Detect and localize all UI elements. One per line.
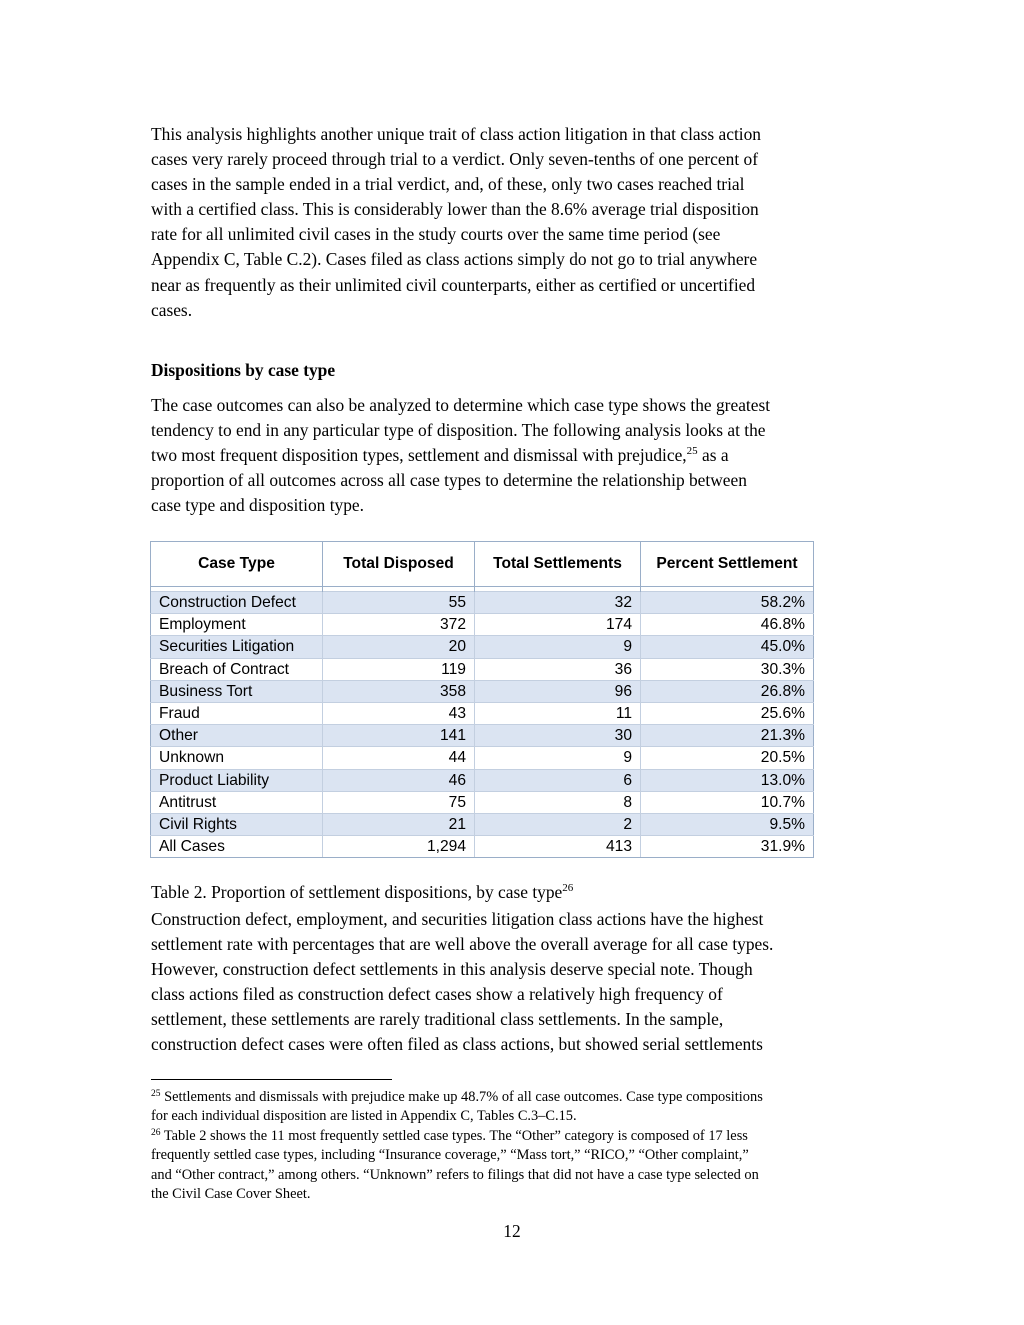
footnote-reference-26[interactable]: 26	[562, 882, 574, 894]
cell-total-disposed: 21	[323, 813, 475, 835]
footnote-text: Settlements and dismissals with prejudice make up 48.7% of all case outcomes. Case type compositions	[160, 1089, 763, 1105]
footnote-26	[151, 1127, 876, 1146]
cell-case-type: Unknown	[151, 747, 323, 769]
cell-case-type: Employment	[151, 614, 323, 636]
cell-case-type: All Cases	[151, 836, 323, 858]
cell-total-disposed: 372	[323, 614, 475, 636]
text-segment: as a	[697, 445, 729, 466]
cell-total-settlements: 413	[475, 836, 641, 858]
paragraph-case-outcomes	[151, 393, 876, 518]
footnotes	[151, 1088, 876, 1204]
cell-total-settlements: 96	[475, 680, 641, 702]
cell-total-disposed: 44	[323, 747, 475, 769]
text-line: rate for all unlimited civil cases in the study courts over the same time period (see	[151, 224, 721, 245]
cell-total-disposed: 358	[323, 680, 475, 702]
text-line: proportion of all outcomes across all case types to determine the relationship between	[151, 470, 747, 491]
text-line: settlement rate with percentages that are well above the overall average for all case types.	[151, 934, 774, 955]
cell-case-type: Construction Defect	[151, 592, 323, 614]
cell-total-disposed: 75	[323, 791, 475, 813]
text-line: cases very rarely proceed through trial to a verdict. Only seven-tenths of one percent of	[151, 149, 758, 170]
cell-case-type: Securities Litigation	[151, 636, 323, 658]
text-line: cases in the sample ended in a trial verdict, and, of these, only two cases reached trial	[151, 174, 745, 195]
table-row	[151, 658, 814, 680]
cell-case-type: Breach of Contract	[151, 658, 323, 680]
cell-percent-settlement: 58.2%	[641, 592, 814, 614]
paragraph-trial-verdicts	[151, 122, 876, 323]
table-body	[151, 587, 814, 858]
cell-case-type: Antitrust	[151, 791, 323, 813]
text-line: tendency to end in any particular type of disposition. The following analysis looks at the	[151, 420, 766, 441]
text-line: Construction defect, employment, and securities litigation class actions have the highest	[151, 909, 764, 929]
text-line: The case outcomes can also be analyzed to determine which case type shows the greatest	[151, 395, 771, 415]
text-line: construction defect cases were often filed as class actions, but showed serial settlements	[151, 1034, 763, 1055]
column-header-percent-settlement: Percent Settlement	[641, 542, 814, 587]
text-line: However, construction defect settlements in this analysis deserve special note. Though	[151, 959, 753, 980]
cell-case-type: Business Tort	[151, 680, 323, 702]
text-line: case type and disposition type.	[151, 495, 364, 516]
table-row	[151, 592, 814, 614]
cell-case-type: Civil Rights	[151, 813, 323, 835]
text-line: Appendix C, Table C.2). Cases filed as class actions simply do not go to trial anywhere	[151, 249, 758, 270]
column-header-total-disposed: Total Disposed	[323, 542, 475, 587]
cell-case-type: Fraud	[151, 702, 323, 724]
table-row	[151, 614, 814, 636]
text-line	[151, 443, 876, 468]
cell-total-settlements: 9	[475, 636, 641, 658]
cell-total-settlements: 2	[475, 813, 641, 835]
cell-total-settlements: 174	[475, 614, 641, 636]
cell-total-settlements: 6	[475, 769, 641, 791]
cell-percent-settlement: 30.3%	[641, 658, 814, 680]
cell-percent-settlement: 46.8%	[641, 614, 814, 636]
cell-percent-settlement: 31.9%	[641, 836, 814, 858]
cell-total-disposed: 1,294	[323, 836, 475, 858]
footnote-text: and “Other contract,” among others. “Unknown” refers to filings that did not have a case type selected on	[151, 1166, 759, 1183]
table-row	[151, 791, 814, 813]
footnote-number: 26	[151, 1127, 161, 1138]
cell-total-disposed: 46	[323, 769, 475, 791]
table-row	[151, 747, 814, 769]
cell-total-settlements: 30	[475, 725, 641, 747]
footnote-25	[151, 1088, 876, 1107]
cell-case-type: Product Liability	[151, 769, 323, 791]
cell-percent-settlement: 45.0%	[641, 636, 814, 658]
text-line: cases.	[151, 299, 193, 320]
table-row	[151, 725, 814, 747]
text-segment: two most frequent disposition types, settlement and dismissal with prejudice,	[151, 445, 687, 466]
settlement-table	[150, 541, 814, 858]
text-line: This analysis highlights another unique trait of class action litigation in that class action	[151, 124, 761, 144]
cell-percent-settlement: 25.6%	[641, 702, 814, 724]
footnote-reference-25[interactable]: 25	[686, 445, 698, 458]
table-row	[151, 636, 814, 658]
footnote-divider	[151, 1079, 392, 1080]
text-line: with a certified class. This is considerably lower than the 8.6% average trial disposition	[151, 199, 759, 220]
cell-total-disposed: 55	[323, 592, 475, 614]
footnote-text: Table 2 shows the 11 most frequently settled case types. The “Other” category is composed of 17 less	[160, 1127, 748, 1144]
cell-total-disposed: 141	[323, 725, 475, 747]
cell-percent-settlement: 20.5%	[641, 747, 814, 769]
table-row	[151, 836, 814, 858]
cell-percent-settlement: 13.0%	[641, 769, 814, 791]
text-line: near as frequently as their unlimited civil counterparts, either as certified or uncertified	[151, 274, 756, 295]
column-header-total-settlements: Total Settlements	[475, 542, 641, 587]
cell-total-disposed: 119	[323, 658, 475, 680]
cell-total-settlements: 11	[475, 702, 641, 724]
text-line: settlement, these settlements are rarely traditional class settlements. In the sample,	[151, 1009, 724, 1030]
footnote-text: for each individual disposition are listed in Appendix C, Tables C.3–C.15.	[151, 1108, 577, 1125]
text-line: class actions filed as construction defect cases show a relatively high frequency of	[151, 984, 723, 1005]
table-row	[151, 813, 814, 835]
page-number: 12	[503, 1221, 521, 1241]
table-caption	[151, 880, 573, 904]
cell-total-disposed: 20	[323, 636, 475, 658]
table-row	[151, 769, 814, 791]
caption-text: Table 2. Proportion of settlement dispositions, by case type	[151, 882, 563, 902]
cell-total-settlements: 9	[475, 747, 641, 769]
cell-percent-settlement: 26.8%	[641, 680, 814, 702]
cell-total-settlements: 36	[475, 658, 641, 680]
paragraph-construction-defect	[151, 907, 876, 1058]
footnote-number: 25	[151, 1089, 161, 1099]
column-header-case-type: Case Type	[151, 542, 323, 587]
table-row	[151, 702, 814, 724]
cell-case-type: Other	[151, 725, 323, 747]
cell-percent-settlement: 21.3%	[641, 725, 814, 747]
cell-percent-settlement: 9.5%	[641, 813, 814, 835]
cell-total-disposed: 43	[323, 702, 475, 724]
footnote-text: frequently settled case types, including “Insurance coverage,” “Mass tort,” “RICO,” “Other complaint,”	[151, 1147, 749, 1164]
footnote-text: the Civil Case Cover Sheet.	[151, 1186, 311, 1203]
cell-percent-settlement: 10.7%	[641, 791, 814, 813]
table-header-row	[151, 542, 814, 587]
cell-total-settlements: 8	[475, 791, 641, 813]
section-heading: Dispositions by case type	[151, 360, 336, 380]
cell-total-settlements: 32	[475, 592, 641, 614]
table-row	[151, 680, 814, 702]
